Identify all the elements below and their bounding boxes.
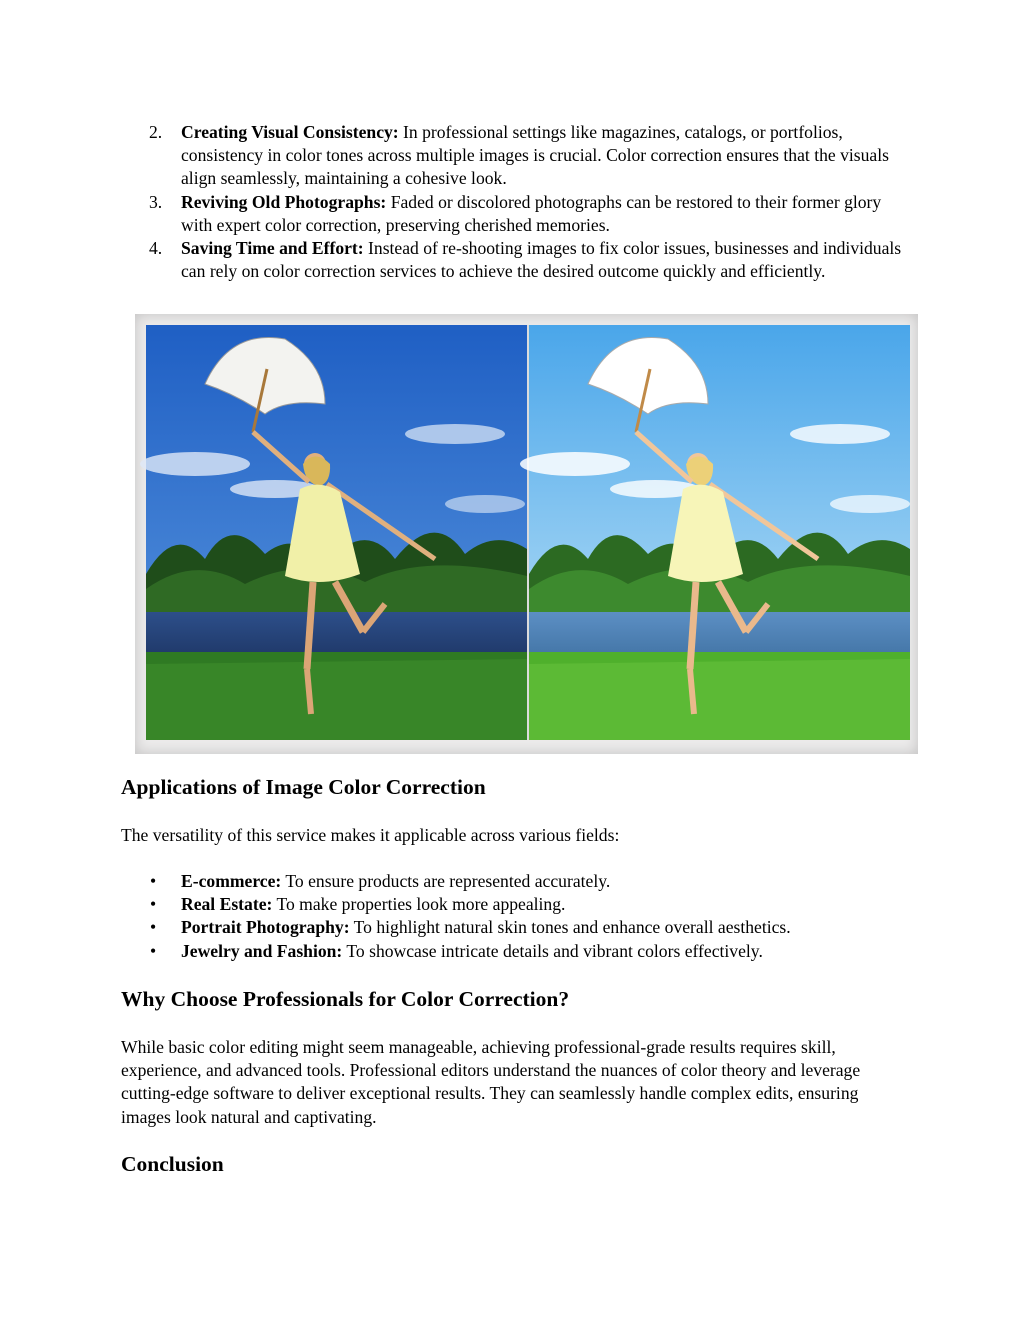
before-after-photo [135, 314, 918, 754]
list-item-text: Instead of re-shooting images to fix color issues, businesses and individuals can rely on color correction services to achieve the desired outcome quickly and efficiently. [181, 238, 902, 282]
applications-heading: Applications of Image Color Correction [121, 775, 486, 799]
list-item-title: Jewelry and Fashion: [181, 940, 343, 961]
before-after-illustration [135, 314, 918, 754]
list-item-title: Real Estate: [181, 894, 273, 915]
conclusion-heading: Conclusion [121, 1152, 224, 1176]
list-item-title: Reviving Old Photographs: [181, 191, 387, 212]
list-item-text: To ensure products are represented accurately. [281, 871, 611, 891]
bullet: • [150, 871, 157, 891]
list-number: 2. [149, 122, 163, 142]
list-item [121, 237, 911, 283]
list-item-text: In professional settings like magazines, catalogs, or portfolios, consistency in color tones across multiple images is crucial. Color correction ensures that the visuals align seamlessly, maintaining a cohesive look. [181, 122, 889, 189]
bullet: • [150, 894, 157, 915]
list-item [121, 893, 911, 916]
panel-divider [527, 325, 529, 740]
benefits-list [121, 121, 911, 283]
list-item-text: To highlight natural skin tones and enhance overall aesthetics. [349, 917, 791, 938]
list-item-title: Creating Visual Consistency: [181, 122, 399, 142]
list-number: 4. [149, 238, 163, 259]
list-item-title: Portrait Photography: [181, 917, 350, 938]
after-panel [520, 325, 910, 740]
list-item-text: Faded or discolored photographs can be restored to their former glory with expert color correction, preserving cherished memories. [181, 191, 882, 235]
list-item-title: Saving Time and Effort: [181, 238, 364, 259]
applications-intro: The versatility of this service makes it applicable across various fields: [121, 825, 620, 845]
list-item [121, 121, 911, 191]
bullet: • [150, 917, 157, 938]
list-item [121, 940, 911, 963]
list-item-text: To showcase intricate details and vibrant colors effectively. [342, 940, 763, 961]
list-item [121, 870, 911, 893]
before-panel [140, 325, 527, 740]
why-heading: Why Choose Professionals for Color Correction? [121, 987, 570, 1011]
list-number: 3. [149, 191, 163, 212]
list-item-text: To make properties look more appealing. [272, 894, 566, 915]
list-item-title: E-commerce: [181, 871, 282, 891]
list-item [121, 191, 911, 237]
list-item [121, 916, 911, 939]
why-body: While basic color editing might seem manageable, achieving professional-grade results requires skill, experience, and advanced tools. Professional editors understand the nuances of color theory and leverage cutting-edge software to deliver exceptional results. They can seamlessly handle complex edits, ensuring images look natural and captivating. [121, 1037, 861, 1127]
bullet: • [150, 940, 157, 961]
applications-list [121, 870, 911, 963]
